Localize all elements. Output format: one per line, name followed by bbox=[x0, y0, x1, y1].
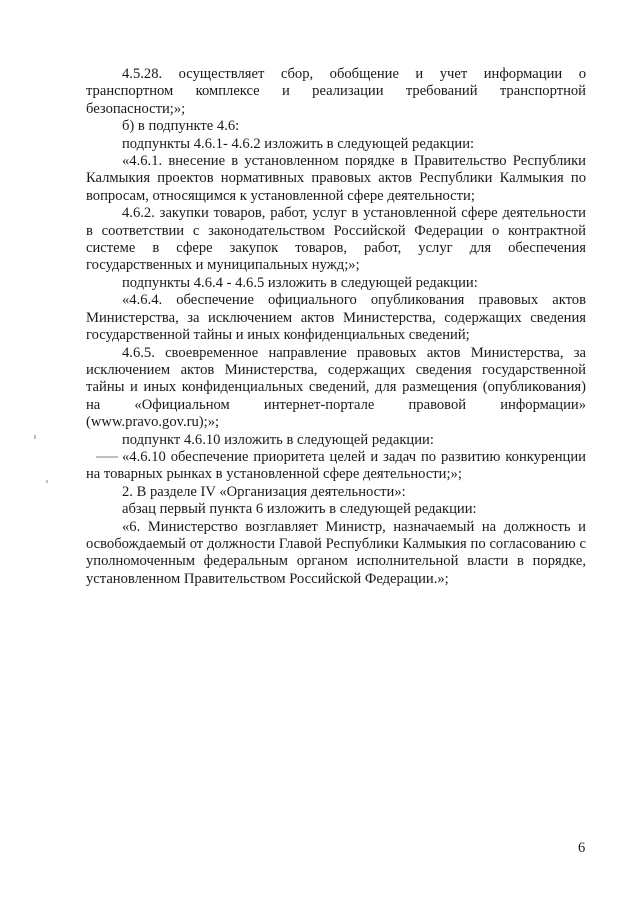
paragraph-clause-6: «6. Министерство возглавляет Министр, назначаемый на должность и освобождаемый от должности Главой Республики Калмыкия по согласованию с уполномоченным федеральным органом исполнительной власти в порядке, установленном Правительством Российской Федерации.»; bbox=[86, 518, 586, 587]
scan-mark bbox=[34, 435, 36, 439]
page-number: 6 bbox=[578, 840, 586, 856]
paragraph-4-6-5: 4.6.5. своевременное направление правовых актов Министерства, за исключением актов Министерства, содержащих сведения государственной тайны и иных конфиденциальных сведений, для размещения (опубликования) на «Официальном интернет-портале правовой информации» (www.pravo.gov.ru);»; bbox=[86, 344, 586, 431]
paragraph-4-6-10-intro: подпункт 4.6.10 изложить в следующей редакции: bbox=[122, 431, 434, 448]
document-body bbox=[86, 66, 586, 588]
paragraph-4-6-1-intro: подпункты 4.6.1- 4.6.2 изложить в следующей редакции: bbox=[122, 135, 475, 152]
paragraph-4-5-28: 4.5.28. осуществляет сбор, обобщение и учет информации о транспортном комплексе и реализации требований транспортной безопасности;»; bbox=[86, 66, 586, 117]
scan-mark bbox=[96, 456, 118, 458]
paragraph-4-6-1: «4.6.1. внесение в установленном порядке в Правительство Республики Калмыкия проектов нормативных правовых актов Республики Калмыкия по вопросам, относящимся к установленной сфере деятельности; bbox=[86, 153, 586, 204]
paragraph-clause-6-intro: абзац первый пункта 6 изложить в следующей редакции: bbox=[122, 501, 477, 518]
paragraph-subclause-b: б) в подпункте 4.6: bbox=[122, 118, 240, 135]
paragraph-section-iv: 2. В разделе IV «Организация деятельности»: bbox=[122, 483, 406, 500]
paragraph-4-6-4-intro: подпункты 4.6.4 - 4.6.5 изложить в следующей редакции: bbox=[122, 274, 478, 291]
paragraph-4-6-2: 4.6.2. закупки товаров, работ, услуг в установленной сфере деятельности в соответствии с законодательством Российской Федерации о контрактной системе в сфере закупок товаров, работ, услуг для обеспечения государственных и муниципальных нужд;»; bbox=[86, 205, 586, 274]
paragraph-4-6-4: «4.6.4. обеспечение официального опубликования правовых актов Министерства, за исключением актов Министерства, содержащих сведения государственной тайны и иных конфиденциальных сведений; bbox=[86, 292, 586, 344]
paragraph-4-6-10: «4.6.10 обеспечение приоритета целей и задач по развитию конкуренции на товарных рынках в установленной сфере деятельности;»; bbox=[86, 448, 586, 483]
scan-mark bbox=[46, 480, 48, 483]
